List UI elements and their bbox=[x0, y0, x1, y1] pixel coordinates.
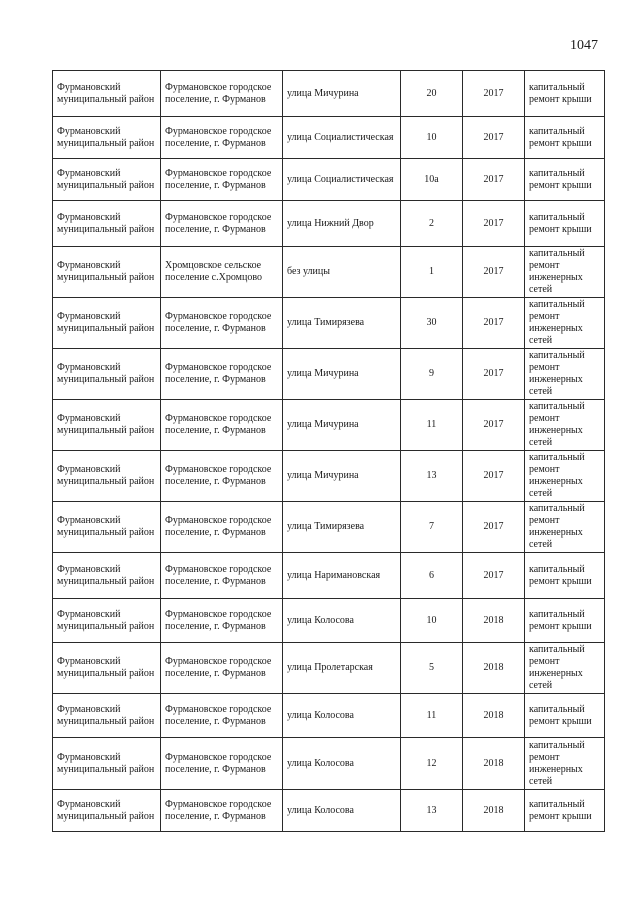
work-type-cell: капитальный ремонт инженерных сетей bbox=[525, 502, 605, 553]
settlement-cell: Фурмановское городское поселение, г. Фурманов bbox=[161, 349, 283, 400]
work-type-cell: капитальный ремонт инженерных сетей bbox=[525, 349, 605, 400]
settlement-cell: Фурмановское городское поселение, г. Фурманов bbox=[161, 201, 283, 247]
table-row bbox=[53, 400, 605, 451]
table-row bbox=[53, 643, 605, 694]
house-number-cell: 10 bbox=[401, 117, 463, 159]
house-number-cell: 1 bbox=[401, 247, 463, 298]
district-cell: Фурмановский муниципальный район bbox=[53, 643, 161, 694]
year-cell: 2017 bbox=[463, 117, 525, 159]
table-row bbox=[53, 738, 605, 790]
registry-table-body bbox=[53, 71, 605, 832]
table-row bbox=[53, 451, 605, 502]
work-type-cell: капитальный ремонт инженерных сетей bbox=[525, 643, 605, 694]
settlement-cell: Фурмановское городское поселение, г. Фурманов bbox=[161, 71, 283, 117]
district-cell: Фурмановский муниципальный район bbox=[53, 400, 161, 451]
house-number-cell: 13 bbox=[401, 451, 463, 502]
house-number-cell: 2 bbox=[401, 201, 463, 247]
house-number-cell: 10а bbox=[401, 159, 463, 201]
house-number-cell: 9 bbox=[401, 349, 463, 400]
settlement-cell: Фурмановское городское поселение, г. Фурманов bbox=[161, 643, 283, 694]
year-cell: 2018 bbox=[463, 738, 525, 790]
work-type-cell: капитальный ремонт крыши bbox=[525, 117, 605, 159]
district-cell: Фурмановский муниципальный район bbox=[53, 502, 161, 553]
street-cell: улица Колосова bbox=[283, 694, 401, 738]
year-cell: 2018 bbox=[463, 694, 525, 738]
street-cell: без улицы bbox=[283, 247, 401, 298]
work-type-cell: капитальный ремонт инженерных сетей bbox=[525, 738, 605, 790]
year-cell: 2018 bbox=[463, 790, 525, 832]
work-type-cell: капитальный ремонт крыши bbox=[525, 159, 605, 201]
work-type-cell: капитальный ремонт инженерных сетей bbox=[525, 298, 605, 349]
work-type-cell: капитальный ремонт крыши bbox=[525, 71, 605, 117]
work-type-cell: капитальный ремонт крыши bbox=[525, 201, 605, 247]
house-number-cell: 7 bbox=[401, 502, 463, 553]
settlement-cell: Фурмановское городское поселение, г. Фурманов bbox=[161, 553, 283, 599]
district-cell: Фурмановский муниципальный район bbox=[53, 71, 161, 117]
district-cell: Фурмановский муниципальный район bbox=[53, 298, 161, 349]
year-cell: 2017 bbox=[463, 349, 525, 400]
house-number-cell: 10 bbox=[401, 599, 463, 643]
table-row bbox=[53, 117, 605, 159]
table-row bbox=[53, 71, 605, 117]
street-cell: улица Социалистическая bbox=[283, 117, 401, 159]
house-number-cell: 30 bbox=[401, 298, 463, 349]
table-row bbox=[53, 298, 605, 349]
table-row bbox=[53, 349, 605, 400]
table-row bbox=[53, 201, 605, 247]
street-cell: улица Колосова bbox=[283, 599, 401, 643]
year-cell: 2018 bbox=[463, 599, 525, 643]
year-cell: 2017 bbox=[463, 247, 525, 298]
street-cell: улица Нижний Двор bbox=[283, 201, 401, 247]
street-cell: улица Мичурина bbox=[283, 400, 401, 451]
table-row bbox=[53, 247, 605, 298]
street-cell: улица Наримановская bbox=[283, 553, 401, 599]
district-cell: Фурмановский муниципальный район bbox=[53, 349, 161, 400]
work-type-cell: капитальный ремонт крыши bbox=[525, 790, 605, 832]
year-cell: 2017 bbox=[463, 451, 525, 502]
table-row bbox=[53, 502, 605, 553]
work-type-cell: капитальный ремонт инженерных сетей bbox=[525, 451, 605, 502]
house-number-cell: 5 bbox=[401, 643, 463, 694]
year-cell: 2017 bbox=[463, 71, 525, 117]
registry-table bbox=[52, 70, 605, 832]
district-cell: Фурмановский муниципальный район bbox=[53, 201, 161, 247]
settlement-cell: Фурмановское городское поселение, г. Фурманов bbox=[161, 694, 283, 738]
district-cell: Фурмановский муниципальный район bbox=[53, 247, 161, 298]
street-cell: улица Колосова bbox=[283, 790, 401, 832]
house-number-cell: 13 bbox=[401, 790, 463, 832]
settlement-cell: Фурмановское городское поселение, г. Фурманов bbox=[161, 298, 283, 349]
district-cell: Фурмановский муниципальный район bbox=[53, 790, 161, 832]
street-cell: улица Мичурина bbox=[283, 71, 401, 117]
year-cell: 2017 bbox=[463, 159, 525, 201]
district-cell: Фурмановский муниципальный район bbox=[53, 451, 161, 502]
street-cell: улица Пролетарская bbox=[283, 643, 401, 694]
settlement-cell: Фурмановское городское поселение, г. Фурманов bbox=[161, 117, 283, 159]
work-type-cell: капитальный ремонт инженерных сетей bbox=[525, 400, 605, 451]
house-number-cell: 20 bbox=[401, 71, 463, 117]
page-number: 1047 bbox=[570, 38, 598, 53]
table-row bbox=[53, 553, 605, 599]
settlement-cell: Фурмановское городское поселение, г. Фурманов bbox=[161, 790, 283, 832]
table-row bbox=[53, 694, 605, 738]
year-cell: 2017 bbox=[463, 553, 525, 599]
district-cell: Фурмановский муниципальный район bbox=[53, 553, 161, 599]
work-type-cell: капитальный ремонт крыши bbox=[525, 694, 605, 738]
settlement-cell: Фурмановское городское поселение, г. Фурманов bbox=[161, 599, 283, 643]
street-cell: улица Социалистическая bbox=[283, 159, 401, 201]
year-cell: 2017 bbox=[463, 201, 525, 247]
district-cell: Фурмановский муниципальный район bbox=[53, 117, 161, 159]
work-type-cell: капитальный ремонт крыши bbox=[525, 599, 605, 643]
settlement-cell: Фурмановское городское поселение, г. Фурманов bbox=[161, 400, 283, 451]
year-cell: 2018 bbox=[463, 643, 525, 694]
year-cell: 2017 bbox=[463, 502, 525, 553]
street-cell: улица Колосова bbox=[283, 738, 401, 790]
table-row bbox=[53, 159, 605, 201]
work-type-cell: капитальный ремонт крыши bbox=[525, 553, 605, 599]
table-row bbox=[53, 790, 605, 832]
year-cell: 2017 bbox=[463, 298, 525, 349]
district-cell: Фурмановский муниципальный район bbox=[53, 738, 161, 790]
district-cell: Фурмановский муниципальный район bbox=[53, 694, 161, 738]
house-number-cell: 11 bbox=[401, 694, 463, 738]
street-cell: улица Тимирязева bbox=[283, 298, 401, 349]
settlement-cell: Фурмановское городское поселение, г. Фурманов bbox=[161, 159, 283, 201]
street-cell: улица Мичурина bbox=[283, 349, 401, 400]
work-type-cell: капитальный ремонт инженерных сетей bbox=[525, 247, 605, 298]
district-cell: Фурмановский муниципальный район bbox=[53, 599, 161, 643]
settlement-cell: Фурмановское городское поселение, г. Фурманов bbox=[161, 451, 283, 502]
district-cell: Фурмановский муниципальный район bbox=[53, 159, 161, 201]
street-cell: улица Тимирязева bbox=[283, 502, 401, 553]
settlement-cell: Хромцовское сельское поселение с.Хромцово bbox=[161, 247, 283, 298]
house-number-cell: 11 bbox=[401, 400, 463, 451]
table-row bbox=[53, 599, 605, 643]
house-number-cell: 12 bbox=[401, 738, 463, 790]
settlement-cell: Фурмановское городское поселение, г. Фурманов bbox=[161, 502, 283, 553]
house-number-cell: 6 bbox=[401, 553, 463, 599]
settlement-cell: Фурмановское городское поселение, г. Фурманов bbox=[161, 738, 283, 790]
year-cell: 2017 bbox=[463, 400, 525, 451]
street-cell: улица Мичурина bbox=[283, 451, 401, 502]
